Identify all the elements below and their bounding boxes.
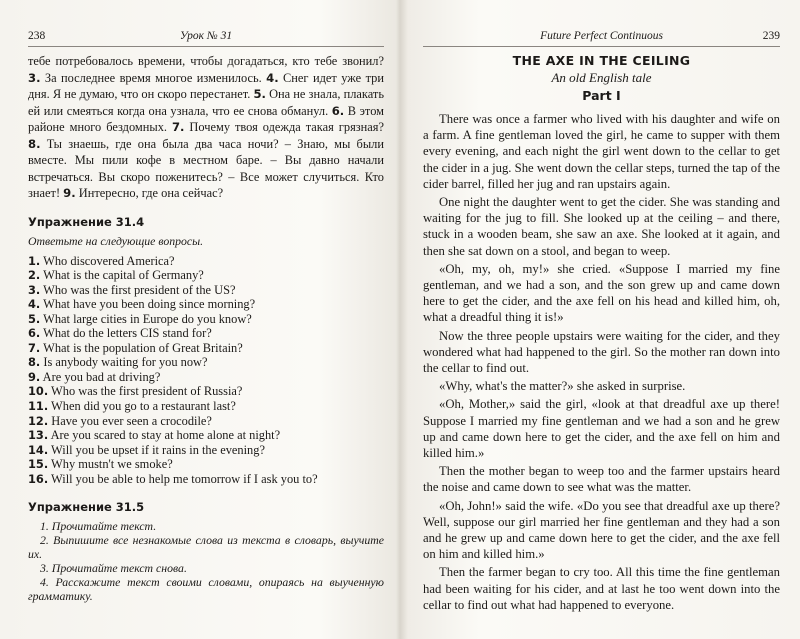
question-item <box>28 443 384 458</box>
question-number: 13. <box>28 428 49 443</box>
question-item <box>28 355 384 370</box>
sentence-number: 7. <box>171 120 185 134</box>
sentence-number: 9. <box>63 186 76 200</box>
question-item <box>28 472 384 487</box>
story-body <box>423 111 780 613</box>
question-text: Who discovered America? <box>40 253 175 268</box>
question-item <box>28 384 384 399</box>
question-number: 8. <box>28 355 41 370</box>
question-number: 10. <box>28 384 49 399</box>
question-number: 6. <box>28 326 41 341</box>
question-text: Who was the first president of Russia? <box>48 384 243 399</box>
story-paragraph: «Oh, my, oh, my!» she cried. «Suppose I married my fine gentleman, and we had a son, and the son grew up and came down here to get the cider, and the axe fell on his head and killed him, oh, what a dreadful thing it is!» <box>423 261 780 325</box>
question-text: Have you ever seen a crocodile? <box>48 413 212 428</box>
task-item: 2. Выпишите все незнакомые слова из текста в словарь, выучите их. <box>28 533 384 562</box>
sentence-number: 6. <box>331 103 345 118</box>
story-subtitle: An old English tale <box>551 70 652 85</box>
question-text: Is anybody waiting for you now? <box>40 355 208 370</box>
task-item: 4. Расскажите текст своими словами, опираясь на выученную грамматику. <box>28 575 384 604</box>
question-number: 4. <box>28 297 41 312</box>
question-item <box>28 414 384 429</box>
right-running-head <box>423 30 780 47</box>
story-paragraph: «Oh, John!» said the wife. «Do you see that dreadful axe up there? Well, suppose our girl married her fine gentleman and they had a son and he grew up and came down here to get the cider, and the axe fell on him and killed him.» <box>423 498 780 562</box>
question-item <box>28 268 384 283</box>
question-number: 9. <box>28 369 41 384</box>
story-title: THE AXE IN THE CEILING <box>512 53 691 68</box>
question-number: 3. <box>28 282 41 297</box>
question-list <box>28 254 384 487</box>
story-paragraph: One night the daughter went to get the cider. She was standing and waiting for the jug to fill. She looked up at the ceiling – and there, stuck in a wooden beam, she saw an axe. She looked at it again, and then she sat down on a stool, and began to weep. <box>423 195 780 258</box>
sentence-text: За последнее время многое изменилось. <box>40 70 267 85</box>
story-paragraph: Then the mother began to weep too and the farmer upstairs heard the noise and came down to see what was the matter. <box>423 464 780 495</box>
question-number: 15. <box>28 457 49 472</box>
question-text: Are you bad at driving? <box>40 369 161 384</box>
translation-exercise-continuation <box>28 53 384 202</box>
question-item <box>28 297 384 312</box>
question-item <box>28 341 384 356</box>
right-running-title: Future Perfect Continuous <box>540 30 663 42</box>
sentence-text: Почему твоя одежда такая грязная? <box>184 120 384 134</box>
question-number: 16. <box>28 471 49 486</box>
question-text: What is the population of Great Britain? <box>40 340 243 355</box>
question-text: What is the capital of Germany? <box>40 268 204 283</box>
exercise-31-5-heading: Упражнение 31.5 <box>28 500 145 515</box>
question-item <box>28 399 384 414</box>
left-running-title: Урок № 31 <box>179 30 233 42</box>
exercise-31-4-heading: Упражнение 31.4 <box>28 214 145 229</box>
sentence-number: 5. <box>253 87 266 101</box>
question-number: 11. <box>28 398 49 413</box>
sentence-text: тебе потребовалось времени, чтобы догадаться, кто тебе звонил? <box>28 54 384 68</box>
question-text: Will you be upset if it rains in the evening? <box>48 442 265 457</box>
right-page <box>405 0 800 639</box>
sentence-text: Интересно, где она сейчас? <box>75 186 224 200</box>
question-text: Who was the first president of the US? <box>40 282 236 297</box>
right-page-number: 239 <box>762 30 780 42</box>
question-item <box>28 326 384 341</box>
left-running-head <box>28 30 384 47</box>
question-number: 5. <box>28 311 41 326</box>
question-text: Will you be able to help me tomorrow if I ask you to? <box>48 471 318 486</box>
sentence-text: Снег идет уже три дня. Я не думаю, что он скоро перестанет. <box>28 70 384 101</box>
question-number: 7. <box>28 340 41 355</box>
question-text: What have you been doing since morning? <box>40 297 256 312</box>
question-item <box>28 312 384 327</box>
story-paragraph: There was once a farmer who lived with his daughter and wife on a farm. A fine gentleman loved the girl, he came to supper with them every evening, and each night the girl went down to the cellar to get the cider in a jug. She went down the cellar steps, turned the tap of the cider barrel, filled her jug and ran upstairs again. <box>423 112 780 191</box>
question-item <box>28 254 384 269</box>
question-item <box>28 428 384 443</box>
left-page-number: 238 <box>28 30 46 42</box>
sentence-text: Ты знаешь, где она была два часа ночи? – Знаю, мы были вместе. Мы пили кофе в местном баре. – Вы давно начали встречаться. Вы скоро поженитесь? – Все может случиться. Кто знает! <box>28 136 384 200</box>
story-paragraph: «Why, what's the matter?» she asked in surprise. <box>439 379 686 394</box>
question-text: What large cities in Europe do you know? <box>40 311 252 326</box>
question-text: Why mustn't we smoke? <box>48 457 173 472</box>
task-item: 3. Прочитайте текст снова. <box>40 561 187 576</box>
sentence-number: 4. <box>266 70 279 85</box>
question-item <box>28 457 384 472</box>
question-text: When did you go to a restaurant last? <box>48 398 236 413</box>
task-item: 1. Прочитайте текст. <box>40 519 157 534</box>
question-number: 14. <box>28 442 49 457</box>
exercise-31-4-instruction: Ответьте на следующие вопросы. <box>28 233 204 248</box>
question-number: 12. <box>28 413 49 428</box>
story-paragraph: Then the farmer began to cry too. All this time the fine gentleman had been waiting for his cider, and at last he too went down into the cellar to find out what had happened to everyone. <box>423 565 780 612</box>
sentence-number: 3. <box>28 70 41 85</box>
sentence-number: 8. <box>28 136 41 151</box>
story-part-label: Part I <box>582 88 621 103</box>
sentence-text: Она не знала, плакать ей или смеяться когда она узнала, что ее снова обманул. <box>28 87 384 118</box>
question-item <box>28 283 384 298</box>
question-text: Are you scared to stay at home alone at night? <box>48 428 281 443</box>
story-paragraph: «Oh, Mother,» said the girl, «look at that dreadful axe up there! Suppose I married my fine gentleman and we had a son and he grew up and came down here to get the cider, and the axe fell on him and killed him.» <box>423 397 780 461</box>
story-paragraph: Now the three people upstairs were waiting for the cider, and they wondered what had happened to the girl. So the mother ran down into the cellar to find out. <box>423 328 780 376</box>
question-number: 2. <box>28 268 41 283</box>
exercise-31-5-tasks <box>28 519 384 603</box>
question-number: 1. <box>28 253 41 268</box>
question-text: What do the letters CIS stand for? <box>40 326 212 341</box>
question-item <box>28 370 384 385</box>
sentence-text: В этом районе много бездомных. <box>28 103 384 134</box>
